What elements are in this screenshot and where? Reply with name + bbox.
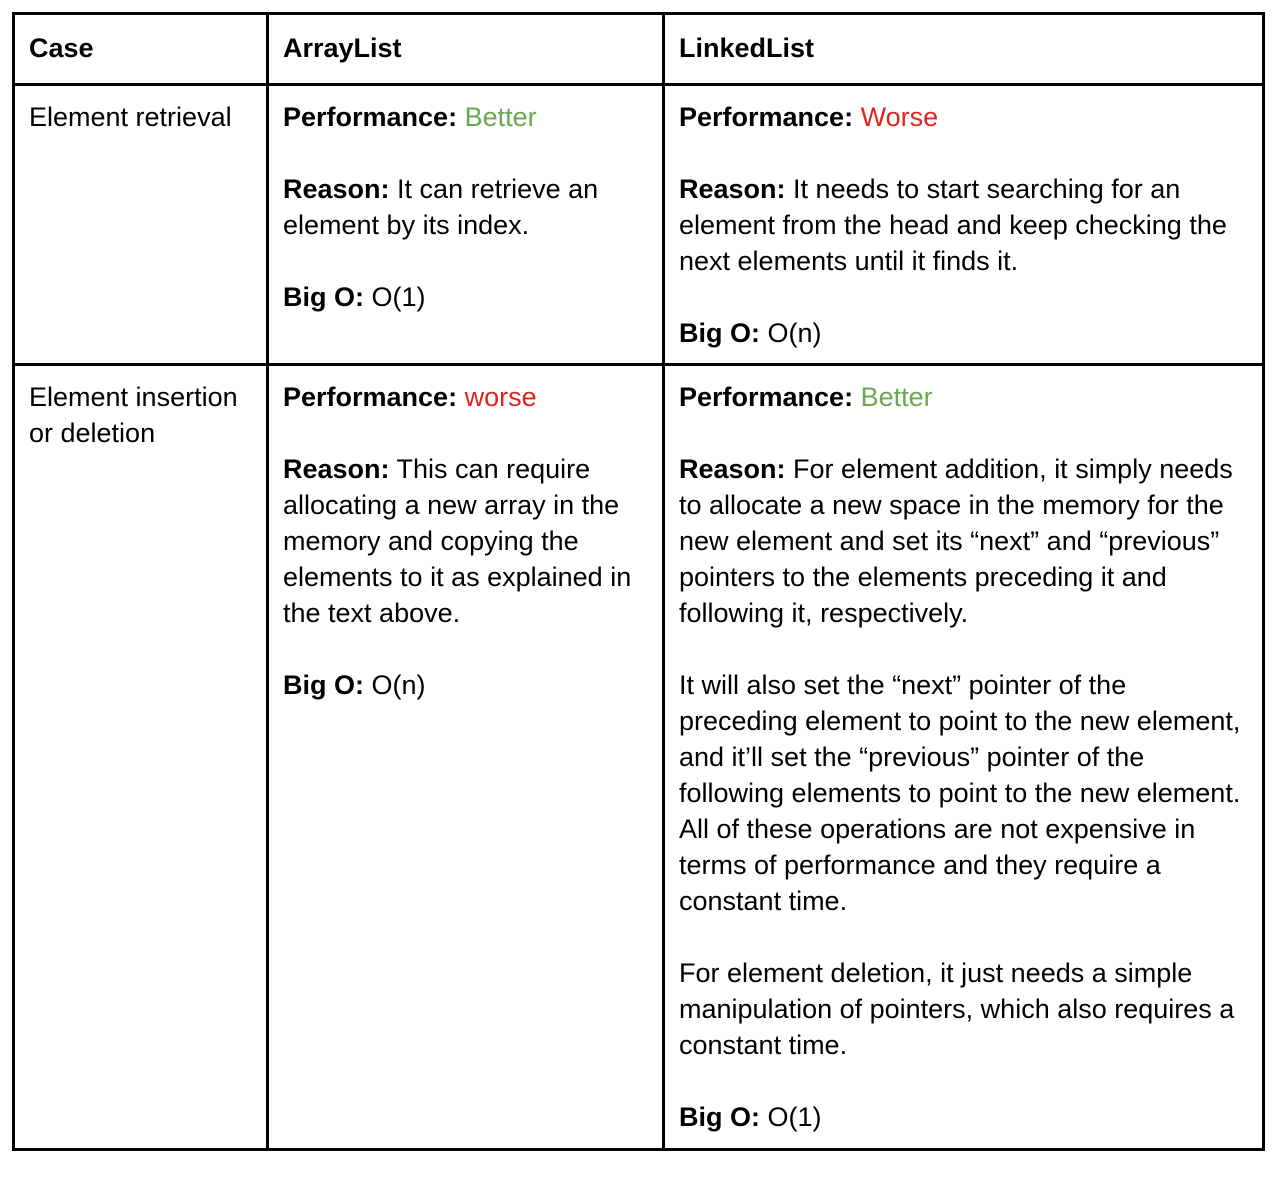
case-cell: Element retrieval (14, 85, 268, 365)
reason-label: Reason: (283, 454, 390, 484)
big-o-label: Big O: (283, 670, 364, 700)
big-o-value: O(1) (371, 282, 426, 312)
big-o-value: O(n) (371, 670, 426, 700)
reason-text: It can retrieve an element by its index. (283, 174, 599, 240)
performance-label: Performance: (283, 102, 458, 132)
reason-line (283, 451, 649, 631)
header-arraylist: ArrayList (268, 14, 664, 85)
big-o-line (283, 279, 649, 315)
performance-label: Performance: (679, 382, 854, 412)
arraylist-cell (268, 365, 664, 1150)
linkedlist-cell (664, 85, 1264, 365)
reason-text: It needs to start searching for an element from the head and keep checking the next elements until it finds it. (679, 174, 1227, 276)
big-o-line (679, 315, 1249, 351)
reason-text: For element addition, it simply needs to allocate a new space in the memory for the new element and set its “next” and “previous” pointers to the elements preceding it and following it, respectively. (679, 454, 1233, 628)
reason-label: Reason: (283, 174, 390, 204)
big-o-value: O(n) (767, 318, 822, 348)
linkedlist-cell (664, 365, 1264, 1150)
reason-label: Reason: (679, 454, 786, 484)
big-o-line (679, 1099, 1249, 1135)
big-o-line (283, 667, 649, 703)
performance-value: Better (464, 102, 537, 132)
performance-value: worse (464, 382, 537, 412)
performance-line (679, 379, 1249, 415)
performance-line (283, 379, 649, 415)
table-row-retrieval (14, 85, 1264, 365)
reason-line (679, 451, 1249, 631)
performance-line (283, 99, 649, 135)
header-row (14, 14, 1264, 85)
performance-line (679, 99, 1249, 135)
table-row-insertion (14, 365, 1264, 1150)
performance-label: Performance: (679, 102, 854, 132)
big-o-label: Big O: (679, 1102, 760, 1132)
performance-label: Performance: (283, 382, 458, 412)
big-o-value: O(1) (767, 1102, 822, 1132)
reason-text: This can require allocating a new array in the memory and copying the elements to it as explained in the text above. (283, 454, 632, 628)
big-o-label: Big O: (283, 282, 364, 312)
comparison-table (12, 12, 1265, 1151)
reason-line (283, 171, 649, 243)
performance-value: Worse (860, 102, 939, 132)
performance-value: Better (860, 382, 933, 412)
header-linkedlist: LinkedList (664, 14, 1264, 85)
arraylist-cell (268, 85, 664, 365)
case-cell: Element insertion or deletion (14, 365, 268, 1150)
header-case: Case (14, 14, 268, 85)
reason-line (679, 171, 1249, 279)
big-o-label: Big O: (679, 318, 760, 348)
extra-paragraph-2: For element deletion, it just needs a simple manipulation of pointers, which also requires a constant time. (679, 958, 1235, 1060)
reason-label: Reason: (679, 174, 786, 204)
extra-paragraph-1: It will also set the “next” pointer of the preceding element to point to the new element, and it’ll set the “previous” pointer of the following elements to point to the new element. All of these operations are not expensive in terms of performance and they require a constant time. (679, 670, 1241, 916)
